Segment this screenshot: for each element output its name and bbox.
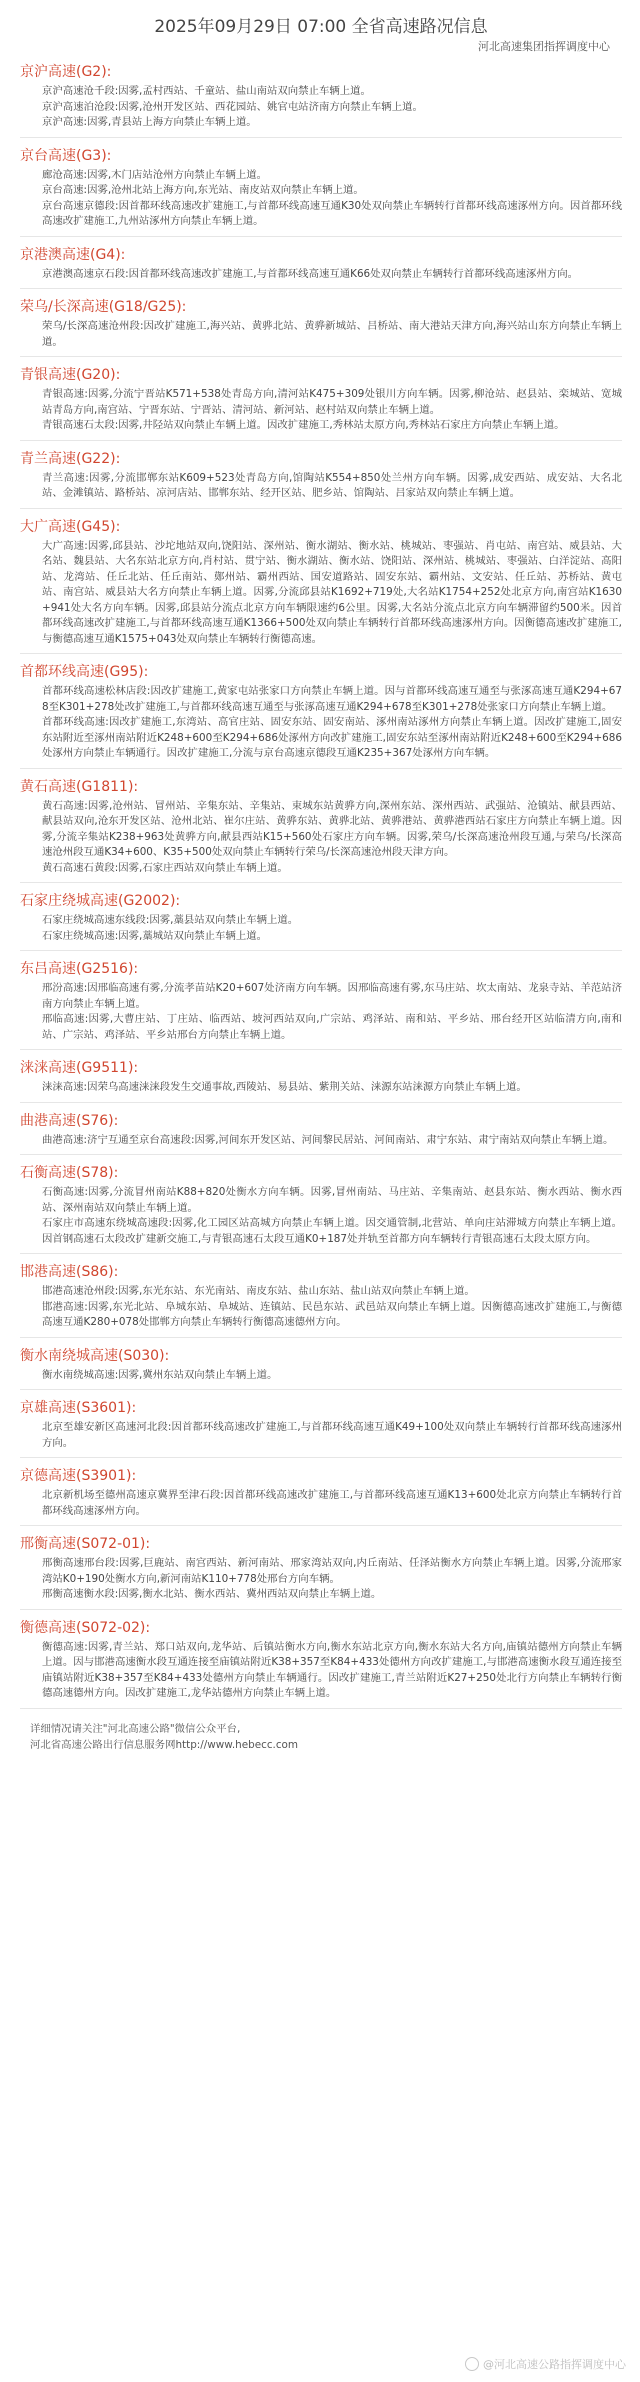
highway-notices (20, 913, 622, 944)
section-divider (20, 1102, 622, 1103)
highway-section (20, 245, 622, 290)
highway-title: 东吕高速(G2516): (20, 961, 139, 977)
highway-section (20, 1398, 622, 1458)
section-divider (20, 950, 622, 951)
highway-notices (20, 1185, 622, 1247)
notice-line: 青银高速:因雾,分流宁晋站K571+538处青岛方向,清河站K475+309处银川方向车辆。因雾,柳沧站、赵县站、栾城站、宽城站青岛方向,南宫站、宁晋东站、宁晋站、清河站、新河站、赵村站双向禁止车辆上道。 (42, 388, 622, 416)
section-divider (20, 1457, 622, 1458)
highway-notices (20, 267, 622, 283)
highway-notices (20, 1556, 622, 1603)
notice-line: 北京至雄安新区高速河北段:因首都环线高速改扩建施工,与首都环线高速互通K49+100处双向禁止车辆转行首都环线高速涿州方向。 (42, 1421, 622, 1449)
notice-line: 青兰高速:因雾,分流邯郸东站K609+523处青岛方向,馆陶站K554+850处兰州方向车辆。因雾,成安西站、成安站、大名北站、金滩镇站、路桥站、凉河店站、邯郸东站、经开区站、肥乡站、馆陶站、吕家站双向禁止车辆上道。 (42, 471, 622, 499)
section-divider (20, 1337, 622, 1338)
notice-line: 北京新机场至德州高速京冀界至津石段:因首都环线高速改扩建施工,与首都环线高速互通K13+600处北京方向禁止车辆转行首都环线高速涿州方向。 (42, 1489, 622, 1517)
notice-line: 石家庄市高速东绕城高速段:因雾,化工园区站高城方向禁止车辆上道。因交通管制,北营站、单向庄站滞城方向禁止车辆上道。因首钢高速石太段改扩建新交施工,与青银高速石太段互通K0+187处并轨至首都方向车辆转行青银高速石太段太原方向。 (42, 1217, 622, 1245)
highway-title: 京沪高速(G2): (20, 64, 112, 80)
highway-notices (20, 539, 622, 648)
highway-title: 黄石高速(G1811): (20, 778, 139, 795)
highway-section (20, 1466, 622, 1526)
highway-section (20, 1058, 622, 1103)
highway-title: 京雄高速(S3601): (20, 1400, 137, 1416)
highway-title: 京德高速(S3901): (20, 1468, 137, 1484)
notice-line: 邢汾高速:因邢临高速有雾,分流孝苗站K20+607处济南方向车辆。因邢临高速有雾,东马庄站、坎太南站、龙泉寺站、羊范站济南方向禁止车辆上道。 (42, 982, 622, 1010)
highway-title: 首都环线高速(G95): (20, 664, 149, 680)
weibo-icon (465, 2357, 479, 2371)
notice-line: 首都环线高速:因改扩建施工,东湾站、高官庄站、固安东站、固安南站、涿州南站涿州方向禁止车辆上道。因改扩建施工,固安东站附近至涿州南站附近K248+600至K294+686处涿州方向改扩建施工,固安东站至涿州南站附近K248+600至K294+686处涿州方向禁止车辆通行。因改扩建施工,分流与京台高速京德段互通K235+367处涿州方向车辆。 (42, 716, 622, 759)
notice-line: 衡水南绕城高速:因雾,冀州东站双向禁止车辆上道。 (42, 1368, 278, 1381)
highway-notices (20, 799, 622, 877)
notice-line: 京沪高速泊沧段:因雾,沧州开发区站、西花园站、姚官屯站济南方向禁止车辆上道。 (42, 100, 423, 113)
highway-notices (20, 1284, 622, 1331)
highway-section (20, 1346, 622, 1391)
highway-title: 青银高速(G20): (20, 367, 121, 383)
section-divider (20, 1525, 622, 1526)
highway-notices (20, 1488, 622, 1519)
highway-notices (20, 471, 622, 502)
highway-notices (20, 387, 622, 434)
highway-section (20, 662, 622, 769)
highway-title: 荣乌/长深高速(G18/G25): (20, 299, 187, 315)
notice-line: 京沪高速:因雾,青县站上海方向禁止车辆上道。 (42, 116, 257, 128)
section-divider (20, 508, 622, 509)
highway-title: 邯港高速(S86): (20, 1264, 119, 1280)
notice-line: 廊沧高速:因雾,木门店站沧州方向禁止车辆上道。 (42, 168, 268, 181)
notice-line: 京台高速京德段:因首都环线高速改扩建施工,与首都环线高速互通K30处双向禁止车辆转行首都环线高速涿州方向。因首都环线高速改扩建施工,九州站涿州方向禁止车辆上道。 (42, 199, 622, 227)
issuer-label: 河北高速集团指挥调度中心 (478, 40, 610, 53)
section-divider (20, 768, 622, 769)
highway-notices (20, 1368, 622, 1384)
notice-line: 京港澳高速京石段:因首都环线高速改扩建施工,与首都环线高速互通K66处双向禁止车辆转行首都环线高速涿州方向。 (42, 267, 578, 280)
highway-notices (20, 319, 622, 350)
highway-title: 衡水南绕城高速(S030): (20, 1347, 170, 1364)
highway-title: 青兰高速(G22): (20, 450, 121, 467)
highway-section (20, 1111, 622, 1156)
notice-line: 石衡高速:因雾,分流冒州南站K88+820处衡水方向车辆。因雾,冒州南站、马庄站、辛集南站、赵县东站、衡水西站、衡水西站、深州南站双向禁止车辆上道。 (42, 1186, 622, 1214)
watermark-text: @河北高速公路指挥调度中心 (483, 2358, 626, 2371)
notice-line: 邯港高速:因雾,东光北站、阜城东站、阜城站、连镇站、民邑东站、武邑站双向禁止车辆上道。因衡德高速改扩建施工,与衡德高速互通K280+078处邯郸方向禁止车辆转行衡德高速德州方向。 (42, 1300, 622, 1328)
section-divider (20, 1253, 622, 1254)
notice-line: 涞涞高速:因荣乌高速涞涞段发生交通事故,西陵站、易县站、紫荆关站、涞源东站涞源方向禁止车辆上道。 (42, 1081, 527, 1093)
section-divider (20, 1609, 622, 1610)
notice-line: 曲港高速:济宁互通至京台高速段:因雾,河间东开发区站、河间黎民居站、河间南站、肃宁东站、肃宁南站双向禁止车辆上道。 (42, 1133, 614, 1146)
highway-title: 曲港高速(S76): (20, 1112, 119, 1129)
highway-title: 邢衡高速(S072-01): (20, 1536, 151, 1552)
highway-notices (20, 1133, 622, 1149)
section-divider (20, 882, 622, 883)
notice-line: 邯港高速沧州段:因雾,东光东站、东光南站、南皮东站、盐山东站、盐山站双向禁止车辆上道。 (42, 1285, 475, 1297)
highway-title: 大广高速(G45): (20, 518, 121, 535)
section-divider (20, 1708, 622, 1709)
section-divider (20, 137, 622, 138)
highway-section (20, 959, 622, 1050)
highway-notices (20, 1080, 622, 1096)
notice-line: 荣乌/长深高速沧州段:因改扩建施工,海兴站、黄骅北站、黄骅新城站、吕桥站、南大港站天津方向,海兴站山东方向禁止车辆上道。 (42, 320, 622, 348)
section-divider (20, 1389, 622, 1390)
notice-line: 京台高速:因雾,沧州北站上海方向,东光站、南皮站双向禁止车辆上道。 (42, 184, 364, 196)
highway-title: 京台高速(G3): (20, 147, 112, 164)
notice-line: 邢衡高速邢台段:因雾,巨鹿站、南宫西站、新河南站、邢家湾站双向,内丘南站、任泽站衡水方向禁止车辆上道。因雾,分流邢家湾站K0+190处衡水方向,新河南站K110+778处邢台方向车辆。 (42, 1557, 622, 1585)
highway-section (20, 1262, 622, 1338)
highway-title: 石家庄绕城高速(G2002): (20, 893, 181, 909)
highway-sections (20, 62, 622, 1709)
highway-section (20, 517, 622, 655)
notice-line: 青银高速石太段:因雾,井陉站双向禁止车辆上道。因改扩建施工,秀林站太原方向,秀林站石家庄方向禁止车辆上道。 (42, 419, 565, 431)
footer-wechat-note: 详细情况请关注"河北高速公路"微信公众平台, (30, 1722, 241, 1735)
notice-line: 衡德高速:因雾,青兰站、郑口站双向,龙华站、后镇站衡水方向,衡水东站北京方向,衡水东站大名方向,庙镇站德州方向禁止车辆上道。因与邯港高速衡水段互通连接至庙镇站附近K38+357至K84+433处德州方向改扩建施工,与邯港高速衡水段互通连接至庙镇站附近K38+357至K84+433处德州方向禁止车辆通行。因改扩建施工,青兰站附近K27+250处北行方向禁止车辆转行衡德高速德州方向。因改扩建施工,龙华站德州方向禁止车辆上道。 (42, 1640, 622, 1699)
footer-website-link[interactable]: 河北省高速公路出行信息服务网http://www.hebecc.com (30, 1738, 299, 1751)
weibo-watermark (465, 2356, 626, 2372)
highway-notices (20, 684, 622, 762)
highway-notices (20, 84, 622, 131)
notice-line: 京沪高速沧千段:因雾,孟村西站、千童站、盐山南站双向禁止车辆上道。 (42, 85, 371, 97)
highway-section (20, 365, 622, 441)
highway-title: 石衡高速(S78): (20, 1165, 119, 1181)
notice-line: 石家庄绕城高速东线段:因雾,藁县站双向禁止车辆上道。 (42, 914, 299, 926)
highway-notices (20, 981, 622, 1043)
notice-line: 石家庄绕城高速:因雾,藁城站双向禁止车辆上道。 (42, 929, 268, 942)
page-title: 2025年09月29日 07:00 全省高速路况信息 (154, 17, 488, 37)
highway-notices (20, 1640, 622, 1702)
section-divider (20, 440, 622, 441)
notice-line: 黄石高速:因雾,沧州站、冒州站、辛集东站、辛集站、束城东站黄骅方向,深州东站、深州西站、武强站、沧镇站、献县西站、献县站双向,沧东开发区站、沧州北站、崔尔庄站、黄骅东站、黄骅北站、黄骅港站、黄骅港西站石家庄方向禁止车辆上道。因雾,分流辛集站K238+963处黄骅方向,献县西站K15+560处石家庄方向车辆。因雾,荣乌/长深高速沧州段互通,与荣乌/长深高速沧州段互通K34+600、K35+500处双向禁止车辆转行荣乌/长深高速沧州段天津方向。 (42, 799, 622, 858)
highway-title: 京港澳高速(G4): (20, 246, 126, 263)
highway-notices (20, 1420, 622, 1451)
highway-notices (20, 168, 622, 230)
section-divider (20, 356, 622, 357)
notice-line: 邢衡高速衡水段:因雾,衡水北站、衡水西站、冀州西站双向禁止车辆上道。 (42, 1588, 382, 1600)
notice-line: 邢临高速:因雾,大曹庄站、丁庄站、临西站、坡河西站双向,广宗站、鸡泽站、南和站、平乡站、邢台经开区站临清方向,南和站、广宗站、鸡泽站、平乡站邢台方向禁止车辆上道。 (42, 1013, 622, 1041)
highway-title: 涞涞高速(G9511): (20, 1060, 139, 1076)
section-divider (20, 1154, 622, 1155)
highway-section (20, 449, 622, 509)
highway-section (20, 1163, 622, 1254)
highway-section (20, 1618, 622, 1709)
highway-title: 衡德高速(S072-02): (20, 1619, 151, 1636)
notice-line: 大广高速:因雾,邱县站、沙坨地站双向,饶阳站、深州站、衡水湖站、衡水站、桃城站、枣强站、肖屯站、南宫站、威县站、大名站、魏县站、大名东站北京方向,肖村站、贯宁站、衡水湖站、衡水站、饶阳站、深州站、桃城站、枣强站、白洋淀站、高阳站、龙湾站、任丘北站、任丘南站、鄚州站、霸州西站、国安道路站、固安东站、霸州站、文安站、任丘站、苏桥站、黄屯站、南宫站、威县站大名方向禁止车辆上道。因雾,分流邱县站K1692+719处,大名站K1754+252处北京方向,南宫站K1630+941处大名方向车辆。因雾,邱县站分流点北京方向车辆限速约6公里。因雾,大名站分流点北京方向车辆滞留约500米。因首都环线高速改扩建施工,与首都环线高速互通K1366+500处双向禁止车辆转行首都环线高速涿州方向。因衡德高速改扩建施工,与衡德高速互通K1575+043处双向禁止车辆转行衡德高速。 (42, 539, 622, 645)
highway-section (20, 777, 622, 884)
section-divider (20, 1049, 622, 1050)
section-divider (20, 653, 622, 654)
highway-section (20, 891, 622, 951)
highway-section (20, 1534, 622, 1610)
notice-line: 黄石高速石黄段:因雾,石家庄西站双向禁止车辆上道。 (42, 861, 288, 874)
highway-section (20, 62, 622, 138)
highway-section (20, 146, 622, 237)
footer (20, 1721, 622, 1753)
section-divider (20, 236, 622, 237)
section-divider (20, 288, 622, 289)
highway-section (20, 297, 622, 357)
notice-line: 首都环线高速松林店段:因改扩建施工,黄家屯站张家口方向禁止车辆上道。因与首都环线高速互通至与张涿高速互通K294+678至K301+278处改扩建施工,与首都环线高速互通至与张涿高速互通K294+678至K301+278处张家口方向禁止车辆上道。 (42, 685, 622, 713)
